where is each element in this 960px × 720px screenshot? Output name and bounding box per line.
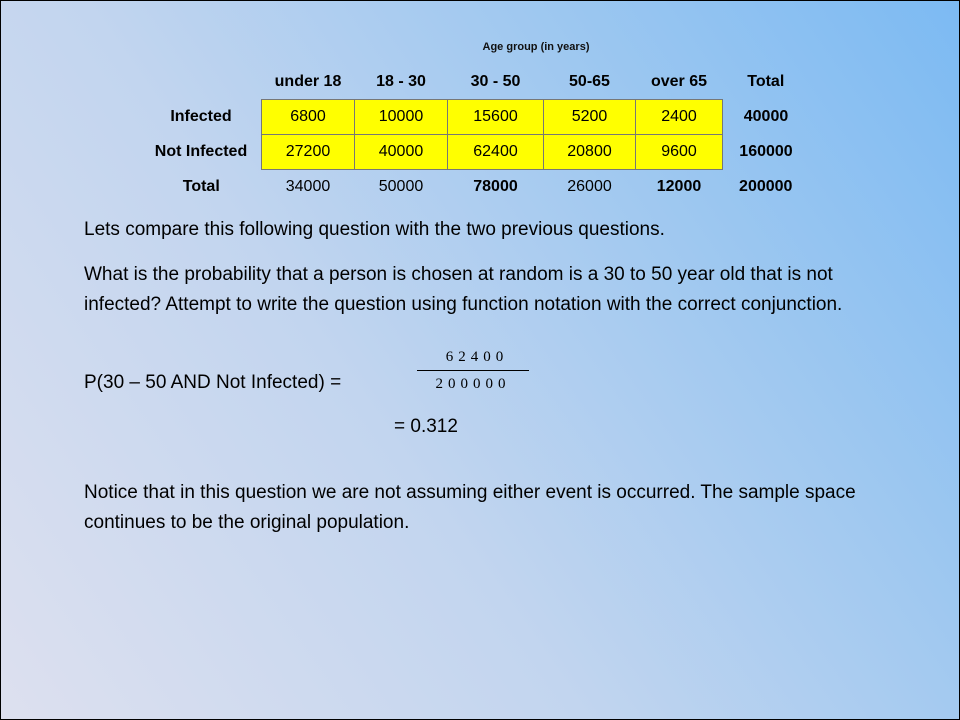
table-cell: 10000 (355, 100, 448, 135)
table-cell: 2400 (636, 100, 723, 135)
column-total-cell: 12000 (656, 178, 702, 195)
highlighted-cell: 62400 (448, 135, 544, 170)
row-total-cell: 40000 (743, 108, 789, 125)
grand-total-cell: 200000 (739, 177, 793, 195)
total-row (141, 170, 809, 205)
probability-fraction (417, 349, 529, 393)
table-cell: 6800 (262, 100, 355, 135)
column-header: over 65 (650, 73, 708, 90)
table-row (141, 135, 809, 170)
row-label: Not Infected (154, 143, 248, 160)
column-total-cell: 78000 (473, 178, 518, 195)
table-cell: 15600 (448, 100, 544, 135)
corner-cell (141, 65, 262, 100)
question-text: What is the probability that a person is chosen at random is a 30 to 50 year old that is not infected? Attempt to write the question using function notation with the correct conjunction. (84, 264, 843, 315)
row-label: Total (182, 177, 220, 195)
row-label: Infected (170, 108, 232, 125)
table-cell: 9600 (636, 135, 723, 170)
column-header-total: Total (747, 73, 785, 91)
table-cell: 5200 (544, 100, 636, 135)
column-total-cell: 34000 (285, 178, 331, 195)
notice-text: Notice that in this question we are not assuming either event is occurred. The sample space continues to be the original population. (84, 482, 856, 533)
equation-left: P(30 – 50 AND Not Infected) = (84, 372, 342, 393)
column-total-cell: 26000 (567, 178, 612, 195)
table-cell: 40000 (355, 135, 448, 170)
fraction-numerator: 62400 (445, 349, 509, 365)
fraction-bar (417, 370, 529, 371)
column-header: under 18 (274, 73, 342, 90)
table-cell: 20800 (544, 135, 636, 170)
column-total-cell: 50000 (378, 178, 424, 195)
fraction-denominator: 200000 (435, 376, 511, 392)
row-total-cell: 160000 (739, 143, 793, 160)
column-header: 50-65 (569, 73, 610, 90)
table-cell: 27200 (262, 135, 355, 170)
table-caption: Age group (in years) (482, 41, 590, 53)
column-header: 18 - 30 (376, 73, 426, 90)
frequency-table (141, 65, 809, 204)
column-header: 30 - 50 (470, 73, 521, 90)
header-row (141, 65, 809, 100)
table-row (141, 100, 809, 135)
result-text: = 0.312 (394, 416, 458, 437)
compare-text: Lets compare this following question with the two previous questions. (84, 219, 665, 240)
